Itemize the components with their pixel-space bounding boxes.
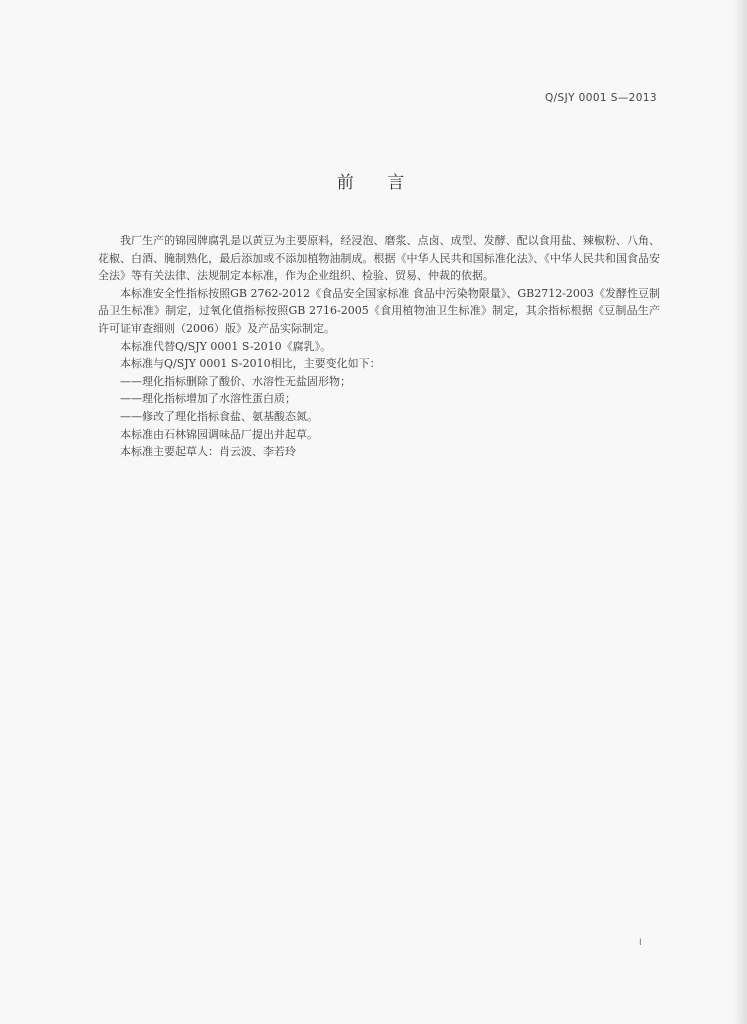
foreword-body <box>98 232 660 461</box>
change-item-deleted: ——理化指标删除了酸价、水溶性无盐固形物； <box>120 374 351 388</box>
change-item-modified: ——修改了理化指标食盐、氨基酸态氮。 <box>120 409 318 423</box>
page-number: I <box>639 938 642 948</box>
paragraph-proposer: 本标准由石林锦园调味品厂提出并起草。 <box>120 427 318 441</box>
paragraph-intro: 我厂生产的锦园牌腐乳是以黄豆为主要原料，经浸泡、磨浆、点卤、成型、发酵、配以食用盐、辣椒粉、八角、花椒、白酒、腌制熟化，最后添加或不添加植物油制成。根据《中华人民共和国标准化法》、《中华人民共和国食品安全法》等有关法律、法规制定本标准，作为企业组织、检验、贸易、仲裁的依据。 <box>98 234 660 283</box>
standard-code: Q/SJY 0001 S—2013 <box>544 92 657 104</box>
paragraph-safety-indicators: 本标准安全性指标按照GB 2762-2012《食品安全国家标准 食品中污染物限量》、GB2712-2003《发酵性豆制品卫生标准》制定，过氧化值指标按照GB 2716-2005《食用植物油卫生标准》制定，其余指标根据《豆制品生产许可证审查细则（2006）版》及产品实际制定。 <box>98 286 660 335</box>
page-title: 前 言 <box>336 173 419 193</box>
paragraph-drafters: 本标准主要起草人：肖云波、李若玲 <box>120 445 296 459</box>
change-item-added: ——理化指标增加了水溶性蛋白质； <box>120 392 296 406</box>
paragraph-replaces: 本标准代替Q/SJY 0001 S-2010《腐乳》。 <box>120 339 332 353</box>
scan-edge-shadow <box>733 0 747 1024</box>
paragraph-changes-intro: 本标准与Q/SJY 0001 S-2010相比，主要变化如下： <box>120 357 381 371</box>
